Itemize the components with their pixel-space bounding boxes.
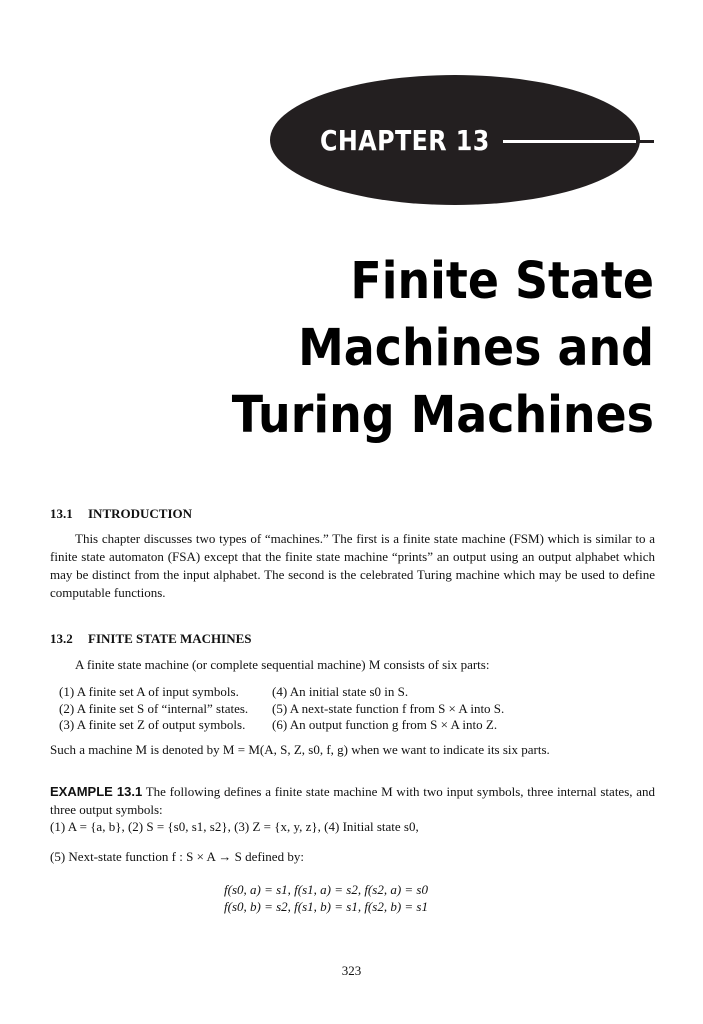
example-text: The following defines a finite state machine M with two input symbols, three internal states, and three output symbols: (50, 784, 655, 817)
example-label: EXAMPLE 13.1 (50, 784, 143, 799)
fsm-part-3: (3) A finite set Z of output symbols. (59, 717, 246, 732)
example-block (50, 783, 655, 819)
chapter-label: CHAPTER 13 (320, 124, 490, 157)
title-line-2: Machines and (298, 319, 654, 378)
section-heading-fsm (50, 631, 252, 647)
section-heading-introduction (50, 506, 192, 522)
fsm-intro: A finite state machine (or complete sequential machine) M consists of six parts: (75, 657, 490, 672)
fsm-part-5: (5) A next-state function f from S × A into S. (272, 701, 505, 716)
title-line-3: Turing Machines (231, 386, 654, 445)
fsm-part-1: (1) A finite set A of input symbols. (59, 684, 239, 699)
example-items: (1) A = {a, b}, (2) S = {s0, s1, s2}, (3) Z = {x, y, z}, (4) Initial state s0, (50, 819, 419, 834)
fsm-part-2: (2) A finite set S of “internal” states. (59, 701, 249, 716)
intro-paragraph: This chapter discusses two types of “machines.” The first is a finite state machine (FSM) which is similar to a finite state automaton (FSA) except that the finite state machine “prints” an output using an output alphabet which may be distinct from the input alphabet. The second is the celebrated Turing machine which may be used to define computable functions. (50, 531, 655, 600)
section-title: FINITE STATE MACHINES (88, 631, 252, 646)
section-number: 13.1 (50, 506, 73, 521)
fsm-part-4: (4) An initial state s0 in S. (272, 684, 409, 699)
page-number: 323 (341, 963, 362, 978)
chapter-rule-tail (636, 140, 654, 143)
title-line-1: Finite State (350, 252, 654, 311)
section-title: INTRODUCTION (88, 506, 193, 521)
equation-row-1: f(s0, a) = s1, f(s1, a) = s2, f(s2, a) = s0 (224, 882, 428, 897)
equation-row-2: f(s0, b) = s2, f(s1, b) = s1, f(s2, b) = s1 (224, 899, 428, 914)
section-number: 13.2 (50, 631, 73, 646)
fsm-part-6: (6) An output function g from S × A into Z. (272, 717, 498, 732)
next-state-label: (5) Next-state function f : S × A → S defined by: (50, 849, 304, 864)
denoted-text: Such a machine M is denoted by M = M(A, S, Z, s0, f, g) when we want to indicate its six parts. (50, 742, 550, 757)
chapter-rule (503, 140, 636, 143)
chapter-title (94, 248, 654, 449)
